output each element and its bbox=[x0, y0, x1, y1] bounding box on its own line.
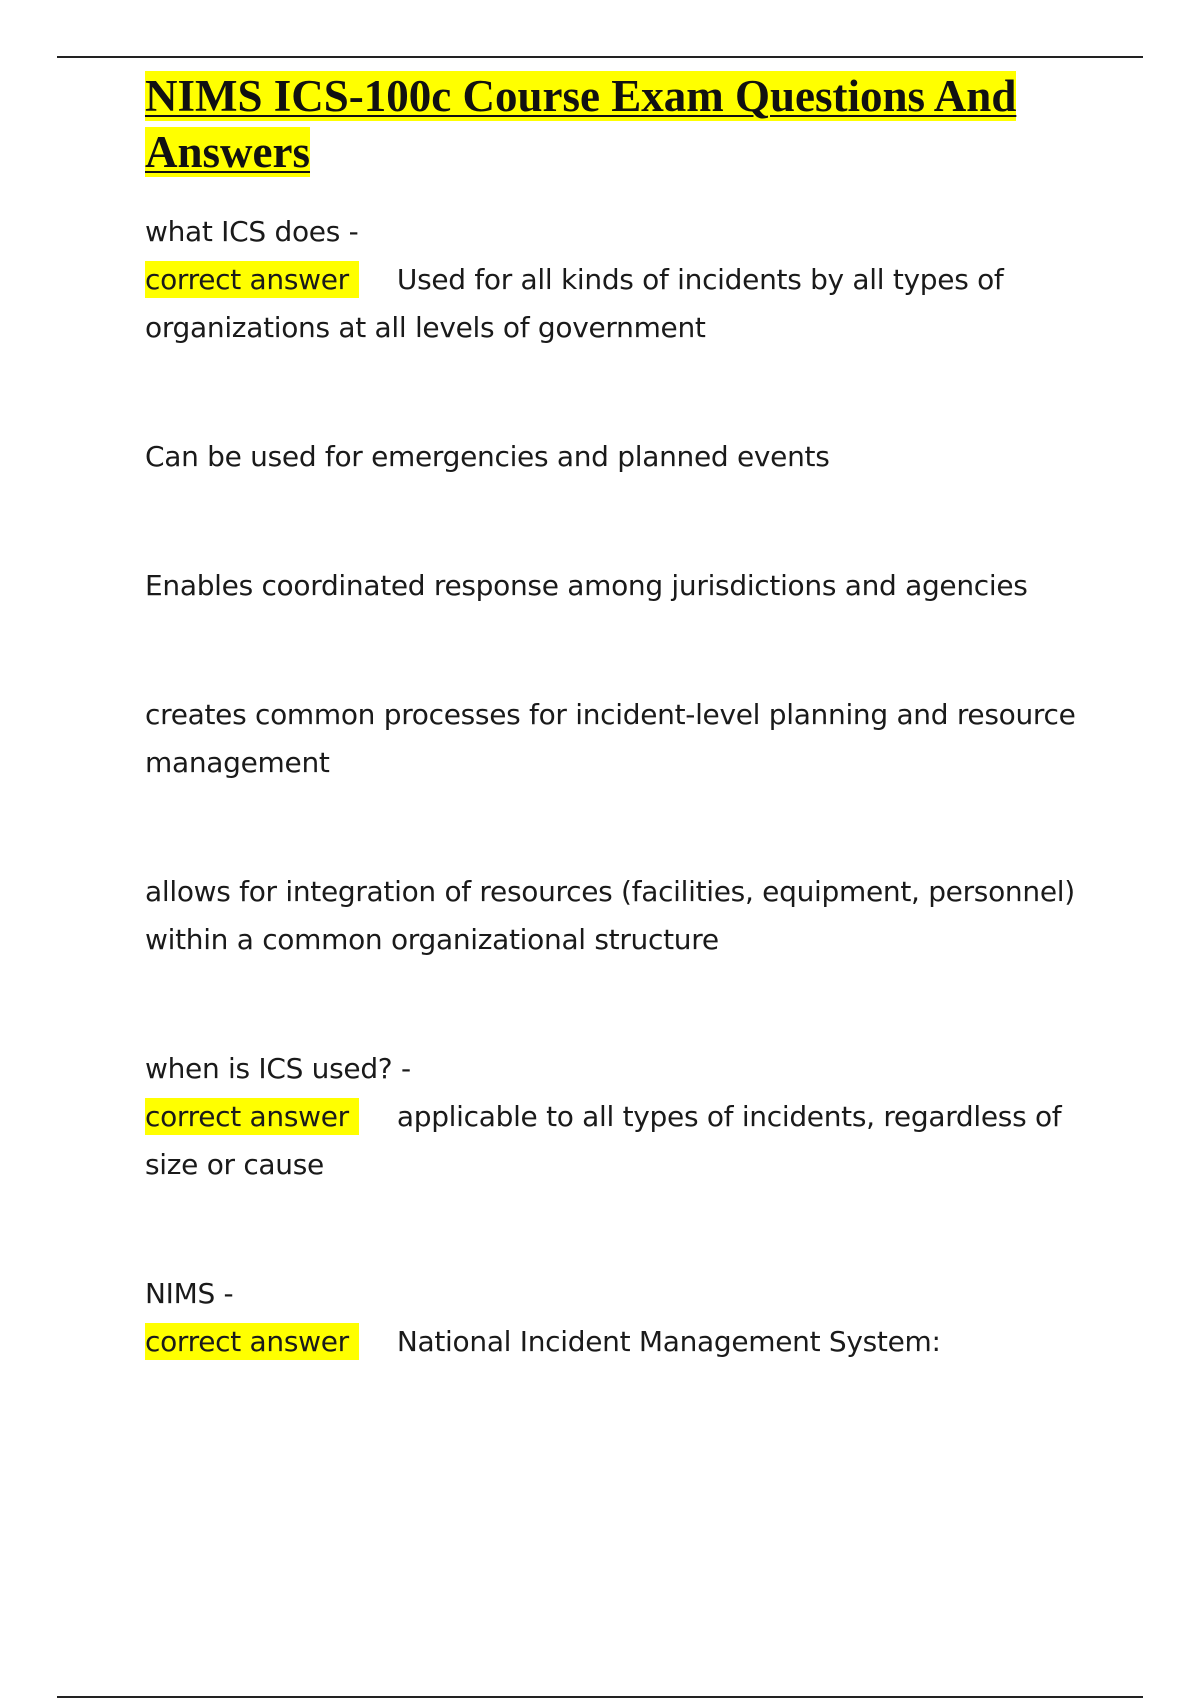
qa-item-3 bbox=[145, 1270, 1085, 1366]
question-text: when is ICS used? - bbox=[145, 1052, 411, 1085]
page-title-text: NIMS ICS-100c Course Exam Questions And Answers bbox=[145, 71, 1017, 177]
answer-line bbox=[145, 256, 1085, 352]
answer-line bbox=[145, 1318, 1085, 1366]
answer-text: applicable to all types of incidents, regardless of size or cause bbox=[145, 1100, 1062, 1181]
answer-paragraph: allows for integration of resources (facilities, equipment, personnel) within a common organizational structure bbox=[145, 875, 1075, 956]
page-title bbox=[145, 68, 1085, 180]
answer-paragraph: Enables coordinated response among jurisdictions and agencies bbox=[145, 569, 1028, 602]
top-rule bbox=[57, 56, 1143, 58]
bottom-rule bbox=[57, 1696, 1143, 1698]
question-text: NIMS - bbox=[145, 1277, 234, 1310]
qa-item-1 bbox=[145, 208, 1085, 352]
answer-paragraph: creates common processes for incident-level planning and resource management bbox=[145, 698, 1076, 779]
question-text: what ICS does - bbox=[145, 215, 359, 248]
correct-answer-label: correct answer bbox=[145, 261, 359, 298]
answer-line bbox=[145, 1093, 1085, 1189]
qa-item-2 bbox=[145, 1045, 1085, 1189]
document-body bbox=[145, 68, 1085, 1447]
answer-text: National Incident Management System: bbox=[396, 1325, 941, 1358]
answer-text: Used for all kinds of incidents by all types of organizations at all levels of government bbox=[145, 263, 1004, 344]
answer-paragraph: Can be used for emergencies and planned events bbox=[145, 440, 830, 473]
correct-answer-label: correct answer bbox=[145, 1098, 359, 1135]
correct-answer-label: correct answer bbox=[145, 1323, 359, 1360]
